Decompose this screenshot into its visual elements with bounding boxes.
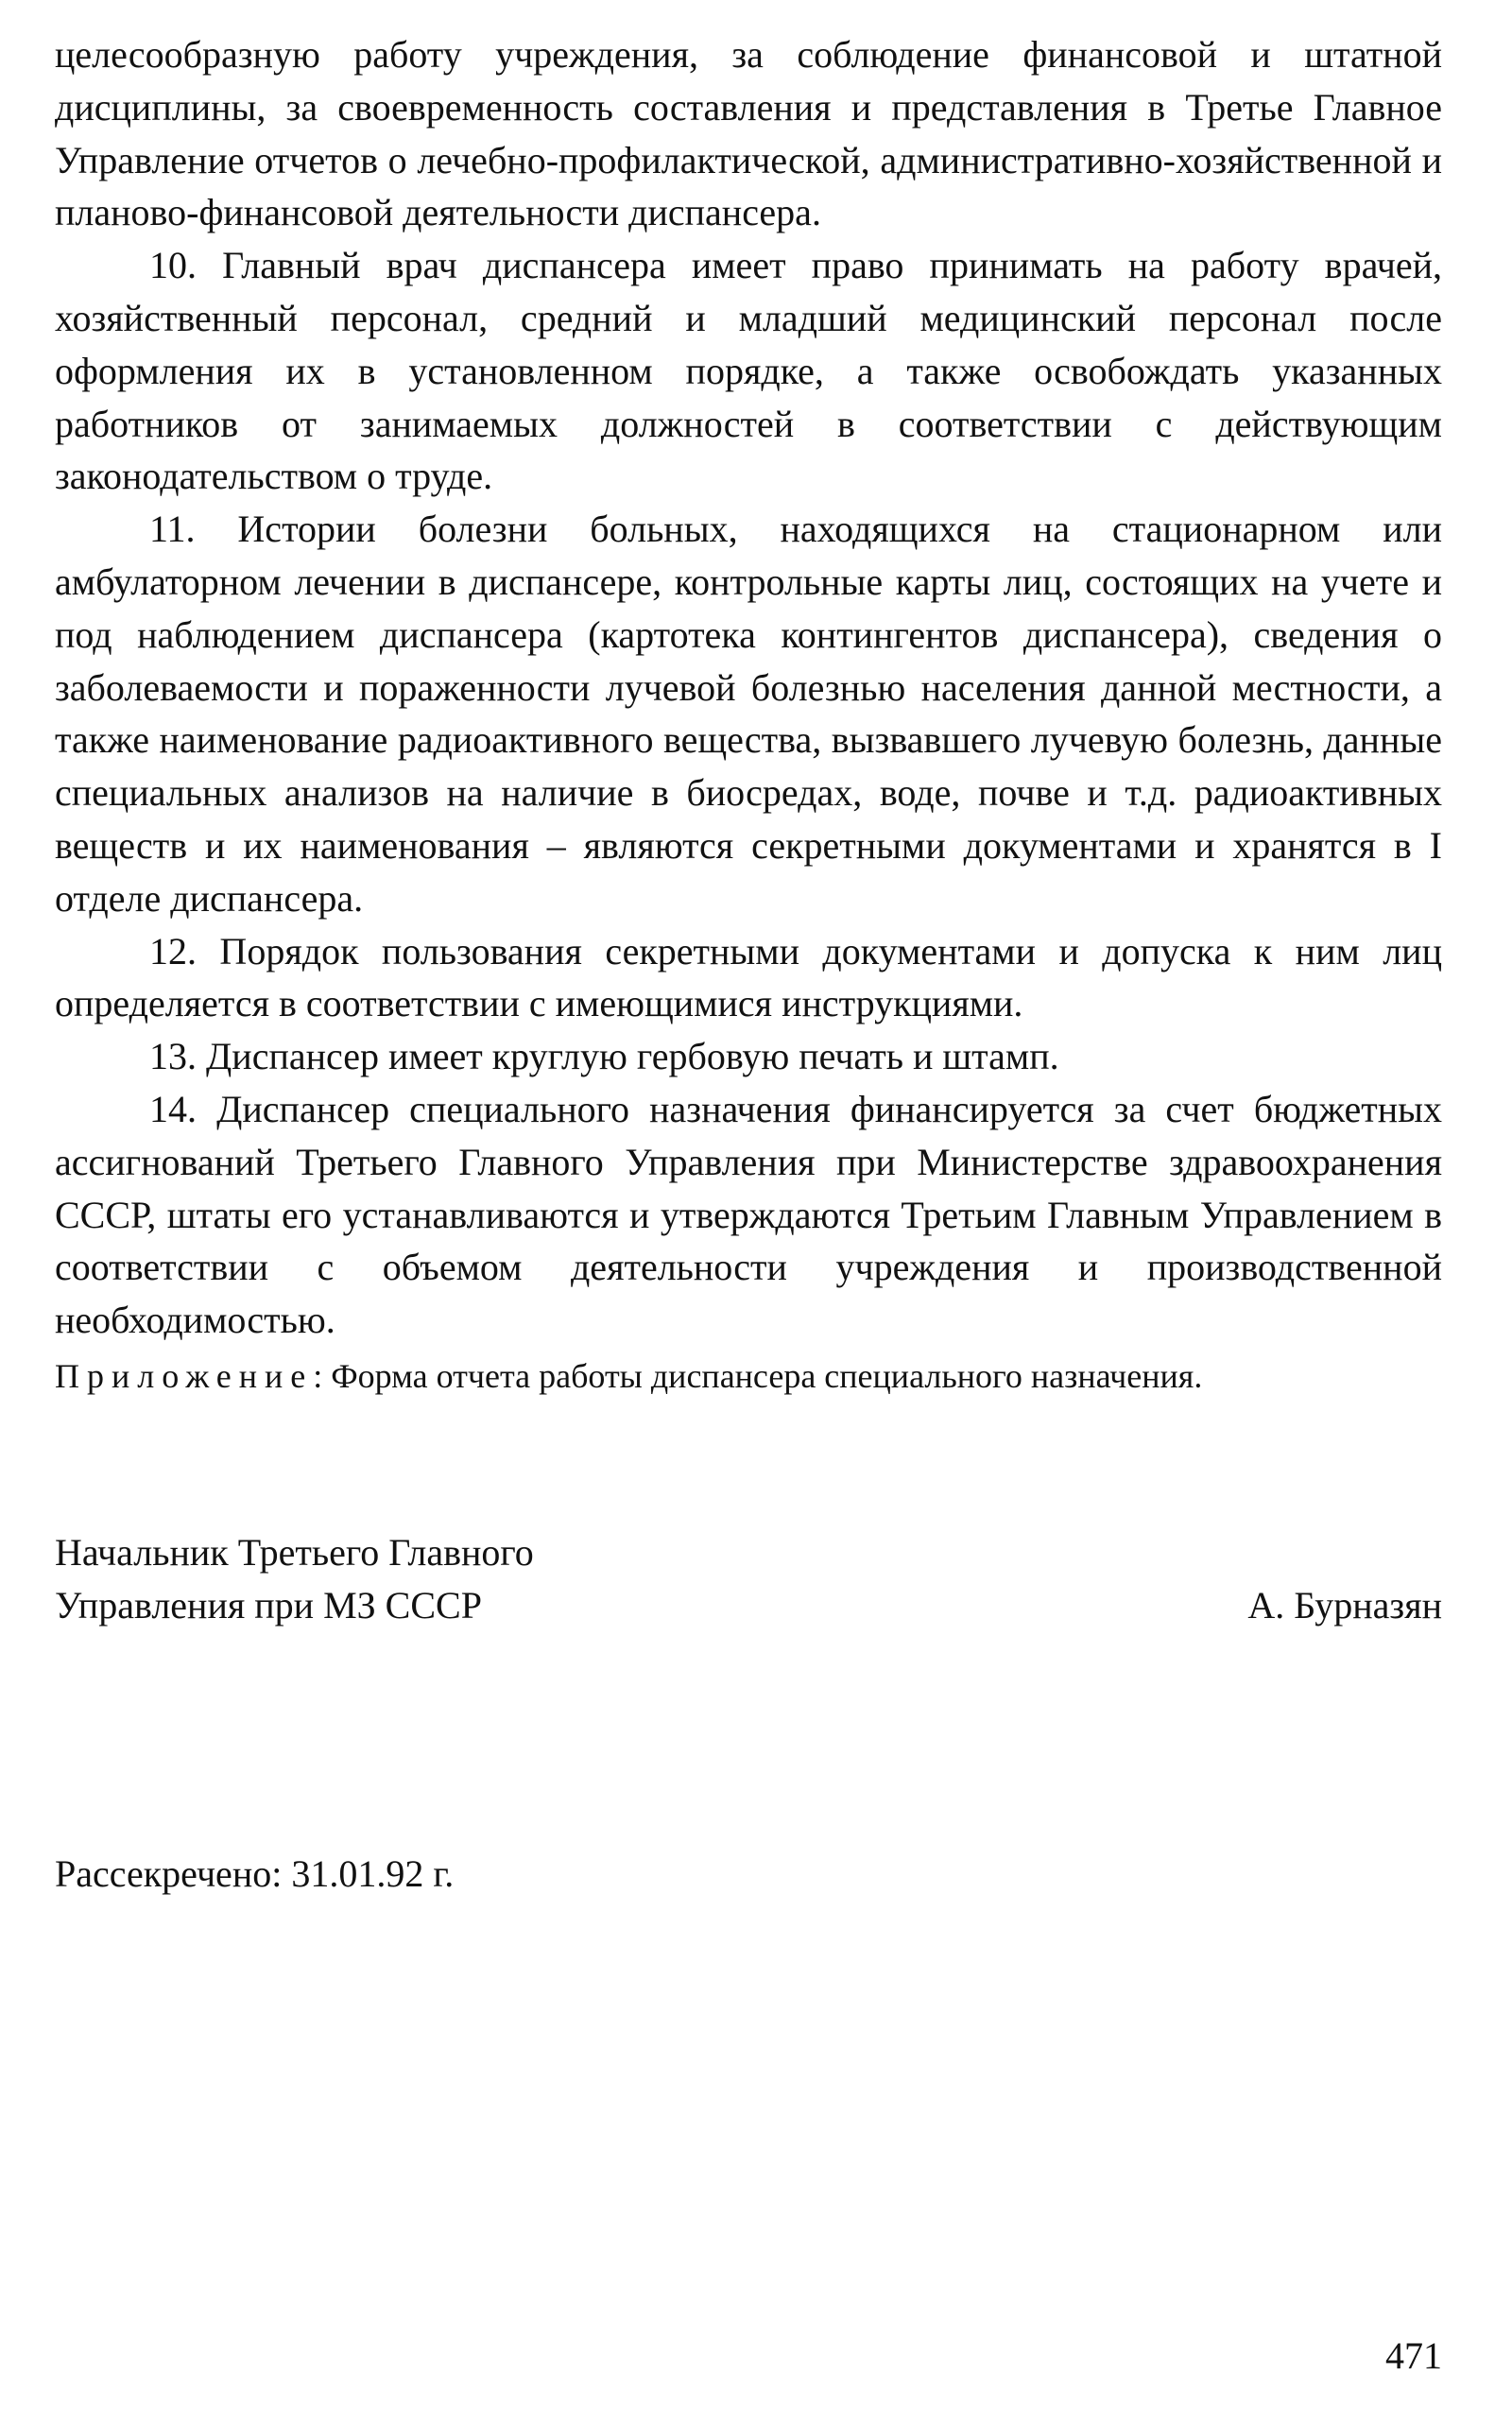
signer-title-line2: Управления при МЗ СССР bbox=[55, 1584, 482, 1627]
paragraph-10: 10. Главный врач диспансера имеет право принимать на работу врачей, хозяйственный персонал, средний и младший медицинский персонал после оформления их в установленном порядке, а также освобождать указанных работников от занимаемых должностей в соответствии с действующим законодательством о труде. bbox=[55, 244, 1442, 498]
paragraph-11: 11. Истории болезни больных, находящихся на стационарном или амбулаторном лечении в диспансере, контрольные карты лиц, состоящих на учете и под наблюдением диспансера (картотека контингентов диспансера), сведения о заболеваемости и пораженности лучевой болезнью населения данной местности, а также наименование радиоактивного вещества, вызвавшего лучевую болезнь, данные специальных анализов на наличие в биосредах, воде, почве и т.д. радиоактивных веществ и их наименования – являются секретными документами и хранятся в I отделе диспансера. bbox=[55, 508, 1442, 920]
document-body bbox=[55, 28, 1442, 1400]
annex-line bbox=[55, 1352, 1442, 1400]
paragraph-14: 14. Диспансер специального назначения финансируется за счет бюджетных ассигнований Третьего Главного Управления при Министерстве здравоохранения СССР, штаты его устанавливаются и утверждаются Третьим Главным Управлением в соответствии с объемом деятельности учреждения и производственной необходимостью. bbox=[55, 1087, 1442, 1342]
paragraph-12: 12. Порядок пользования секретными документами и допуска к ним лиц определяется в соответствии с имеющимися инструкциями. bbox=[55, 929, 1442, 1025]
signer-name: А. Бурназян bbox=[1247, 1584, 1442, 1627]
signature-line bbox=[55, 1579, 1442, 1632]
annex-label: Приложение bbox=[55, 1356, 314, 1395]
paragraph-9-continuation: целесообразную работу учреждения, за соблюдение финансовой и штатной дисциплины, за своевременность составления и представления в Третье Главное Управление отчетов о лечебно-профилактической, административно-хозяйственной и планово-финансовой деятельности диспансера. bbox=[55, 33, 1442, 234]
page-number: 471 bbox=[1385, 2334, 1442, 2377]
paragraph-13: 13. Диспансер имеет круглую гербовую печать и штамп. bbox=[149, 1035, 1059, 1078]
annex-text: : Форма отчета работы диспансера специального назначения. bbox=[313, 1356, 1203, 1395]
declassified-note: Рассекречено: 31.01.92 г. bbox=[55, 1852, 455, 1895]
signature-block bbox=[55, 1526, 1442, 1632]
signer-title-line1: Начальник Третьего Главного bbox=[55, 1531, 534, 1574]
